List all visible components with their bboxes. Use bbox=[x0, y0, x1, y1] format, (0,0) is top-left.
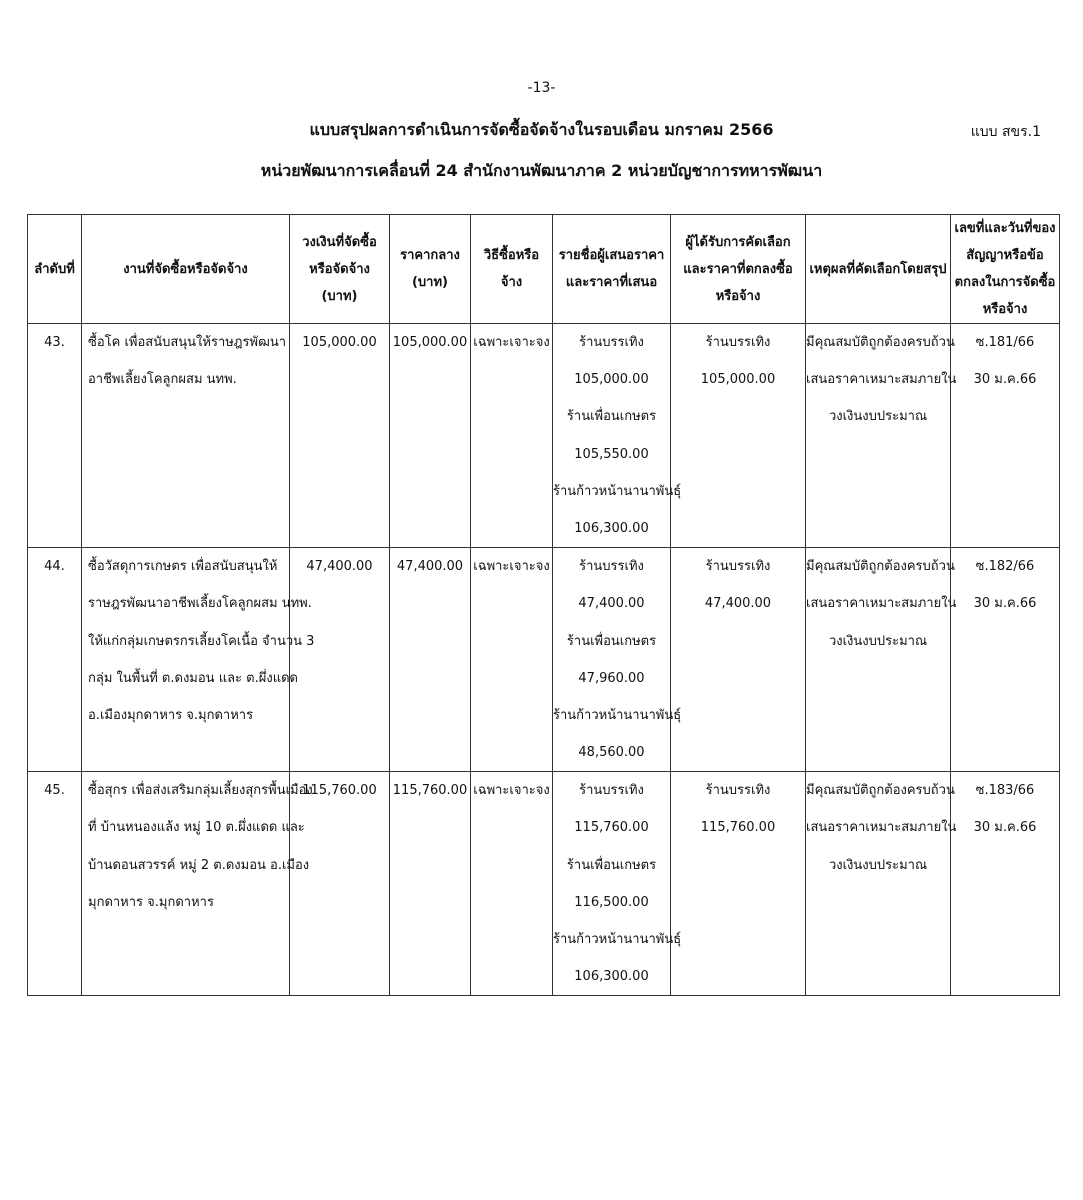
bidder-name: ร้านเพื่อนเกษตร bbox=[566, 633, 657, 649]
task-line: ซื้อวัสดุการเกษตร เพื่อสนับสนุนให้ bbox=[88, 559, 278, 575]
table-row bbox=[28, 772, 1060, 996]
bidder-name: ร้านก้าวหน้านานาพันธุ์ bbox=[553, 707, 682, 723]
budget-cell bbox=[290, 772, 390, 996]
bidder-name: ร้านเพื่อนเกษตร bbox=[566, 409, 657, 425]
method-cell bbox=[471, 548, 553, 772]
task-line: อ.เมืองมุกดาหาร จ.มุกดาหาร bbox=[88, 707, 254, 723]
bidder-name: ร้านบรรเทิง bbox=[579, 783, 644, 799]
contract-date: 30 ม.ค.66 bbox=[973, 372, 1037, 388]
row-no: 43. bbox=[44, 335, 65, 350]
row-no: 44. bbox=[44, 559, 65, 575]
task-line: ซื้อโค เพื่อสนับสนุนให้ราษฎรพัฒนา bbox=[88, 335, 287, 350]
winner-cell bbox=[671, 548, 806, 772]
contract-number: ซ.181/66 bbox=[975, 335, 1035, 350]
bidder-price: 105,550.00 bbox=[574, 446, 649, 462]
procurement-table bbox=[27, 214, 1060, 996]
task-line: ให้แก่กลุ่มเกษตรกรเลี้ยงโคเนื้อ จำนวน 3 bbox=[88, 633, 315, 649]
winner-price: 115,760.00 bbox=[700, 820, 776, 836]
reason-line: เสนอราคาเหมาะสมภายใน bbox=[806, 596, 957, 612]
task-line: ซื้อสุกร เพื่อส่งเสริมกลุ่มเลี้ยงสุกรพื้นเมือง bbox=[88, 783, 313, 799]
reason-line: มีคุณสมบัติถูกต้องครบถ้วน bbox=[806, 783, 955, 799]
col-header-median-price: ราคากลาง (บาท) bbox=[390, 215, 471, 324]
median-price-value: 47,400.00 bbox=[396, 559, 464, 575]
contract-cell bbox=[951, 772, 1060, 996]
reason-cell bbox=[806, 548, 957, 772]
winner-name: ร้านบรรเทิง bbox=[705, 783, 771, 799]
task-cell bbox=[82, 772, 313, 996]
reason-cell bbox=[806, 772, 957, 996]
bidder-price: 106,300.00 bbox=[574, 969, 649, 985]
winner-cell bbox=[671, 324, 806, 548]
table-header-row bbox=[28, 215, 1060, 324]
method-value: เฉพาะเจาะจง bbox=[473, 335, 550, 350]
bidders-cell bbox=[553, 772, 682, 996]
method-value: เฉพาะเจาะจง bbox=[473, 559, 550, 575]
bidder-price: 116,500.00 bbox=[574, 894, 649, 910]
bidder-price: 47,960.00 bbox=[578, 670, 645, 686]
bidder-price: 115,760.00 bbox=[574, 820, 649, 836]
reason-line: มีคุณสมบัติถูกต้องครบถ้วน bbox=[806, 559, 955, 575]
reason-line: วงเงินงบประมาณ bbox=[828, 409, 928, 425]
budget-cell bbox=[290, 324, 390, 548]
contract-date: 30 ม.ค.66 bbox=[973, 596, 1037, 612]
winner-price: 47,400.00 bbox=[704, 596, 772, 612]
median-price-value: 105,000.00 bbox=[392, 335, 468, 350]
contract-number: ซ.183/66 bbox=[975, 783, 1035, 799]
contract-date: 30 ม.ค.66 bbox=[973, 820, 1037, 836]
bidder-name: ร้านเพื่อนเกษตร bbox=[566, 857, 657, 873]
task-line: ที่ บ้านหนองแล้ง หมู่ 10 ต.ผึ่งแดด และ bbox=[88, 820, 305, 836]
budget-value: 105,000.00 bbox=[302, 335, 377, 350]
task-line: ราษฎรพัฒนาอาชีพเลี้ยงโคลูกผสม นทพ. bbox=[88, 596, 312, 612]
form-code: แบบ สขร.1 bbox=[970, 124, 1041, 140]
table-row bbox=[28, 324, 1060, 548]
task-cell bbox=[82, 324, 290, 548]
row-no-cell bbox=[28, 324, 82, 548]
task-line: กลุ่ม ในพื้นที่ ต.ดงมอน และ ต.ผึ่งแดด bbox=[88, 670, 298, 686]
task-line: มุกดาหาร จ.มุกดาหาร bbox=[88, 894, 214, 910]
budget-value: 47,400.00 bbox=[306, 559, 373, 575]
col-header-method: วิธีซื้อหรือจ้าง bbox=[471, 215, 553, 324]
bidders-cell bbox=[553, 324, 682, 548]
bidder-price: 106,300.00 bbox=[574, 520, 649, 536]
method-value: เฉพาะเจาะจง bbox=[473, 783, 550, 799]
median-price-cell bbox=[390, 548, 471, 772]
median-price-cell bbox=[390, 324, 471, 548]
bidder-price: 47,400.00 bbox=[578, 596, 645, 612]
budget-value: 115,760.00 bbox=[302, 783, 377, 799]
winner-name: ร้านบรรเทิง bbox=[705, 335, 771, 350]
row-no-cell bbox=[28, 548, 82, 772]
winner-price: 105,000.00 bbox=[700, 372, 776, 388]
contract-cell bbox=[951, 548, 1060, 772]
task-cell bbox=[82, 548, 315, 772]
col-header-reason: เหตุผลที่คัดเลือกโดยสรุป bbox=[806, 215, 951, 324]
table-row bbox=[28, 548, 1060, 772]
row-no: 45. bbox=[44, 783, 65, 799]
report-subtitle: หน่วยพัฒนาการเคลื่อนที่ 24 สำนักงานพัฒนาภาค 2 หน่วยบัญชาการทหารพัฒนา bbox=[260, 161, 823, 180]
median-price-value: 115,760.00 bbox=[392, 783, 468, 799]
reason-line: เสนอราคาเหมาะสมภายใน bbox=[806, 372, 957, 388]
page-number: -13- bbox=[527, 80, 556, 96]
task-line: บ้านดอนสวรรค์ หมู่ 2 ต.ดงมอน อ.เมือง bbox=[88, 857, 310, 873]
col-header-budget: วงเงินที่จัดซื้อหรือจัดจ้าง (บาท) bbox=[290, 215, 390, 324]
median-price-cell bbox=[390, 772, 471, 996]
method-cell bbox=[471, 772, 553, 996]
bidder-price: 48,560.00 bbox=[578, 745, 645, 761]
budget-cell bbox=[290, 548, 390, 772]
col-header-no: ลำดับที่ bbox=[28, 215, 82, 324]
contract-cell bbox=[951, 324, 1060, 548]
bidder-name: ร้านก้าวหน้านานาพันธุ์ bbox=[553, 483, 682, 499]
report-title: แบบสรุปผลการดำเนินการจัดซื้อจัดจ้างในรอบเดือน มกราคม 2566 bbox=[309, 120, 774, 139]
reason-line: เสนอราคาเหมาะสมภายใน bbox=[806, 820, 957, 836]
col-header-bidders: รายชื่อผู้เสนอราคาและราคาที่เสนอ bbox=[553, 215, 671, 324]
col-header-task: งานที่จัดซื้อหรือจัดจ้าง bbox=[82, 215, 290, 324]
col-header-winner: ผู้ได้รับการคัดเลือกและราคาที่ตกลงซื้อหรือจ้าง bbox=[671, 215, 806, 324]
bidders-cell bbox=[553, 548, 682, 772]
bidder-price: 105,000.00 bbox=[574, 372, 649, 388]
reason-line: มีคุณสมบัติถูกต้องครบถ้วน bbox=[806, 335, 955, 350]
col-header-contract: เลขที่และวันที่ของสัญญาหรือข้อตกลงในการจัดซื้อหรือจ้าง bbox=[951, 215, 1060, 324]
winner-cell bbox=[671, 772, 806, 996]
bidder-name: ร้านบรรเทิง bbox=[579, 559, 644, 575]
reason-cell bbox=[806, 324, 957, 548]
method-cell bbox=[471, 324, 553, 548]
bidder-name: ร้านบรรเทิง bbox=[579, 335, 644, 350]
reason-line: วงเงินงบประมาณ bbox=[828, 857, 928, 873]
reason-line: วงเงินงบประมาณ bbox=[828, 633, 928, 649]
bidder-name: ร้านก้าวหน้านานาพันธุ์ bbox=[553, 932, 682, 947]
winner-name: ร้านบรรเทิง bbox=[705, 559, 771, 575]
task-line: อาชีพเลี้ยงโคลูกผสม นทพ. bbox=[88, 372, 237, 388]
row-no-cell bbox=[28, 772, 82, 996]
contract-number: ซ.182/66 bbox=[975, 559, 1035, 575]
